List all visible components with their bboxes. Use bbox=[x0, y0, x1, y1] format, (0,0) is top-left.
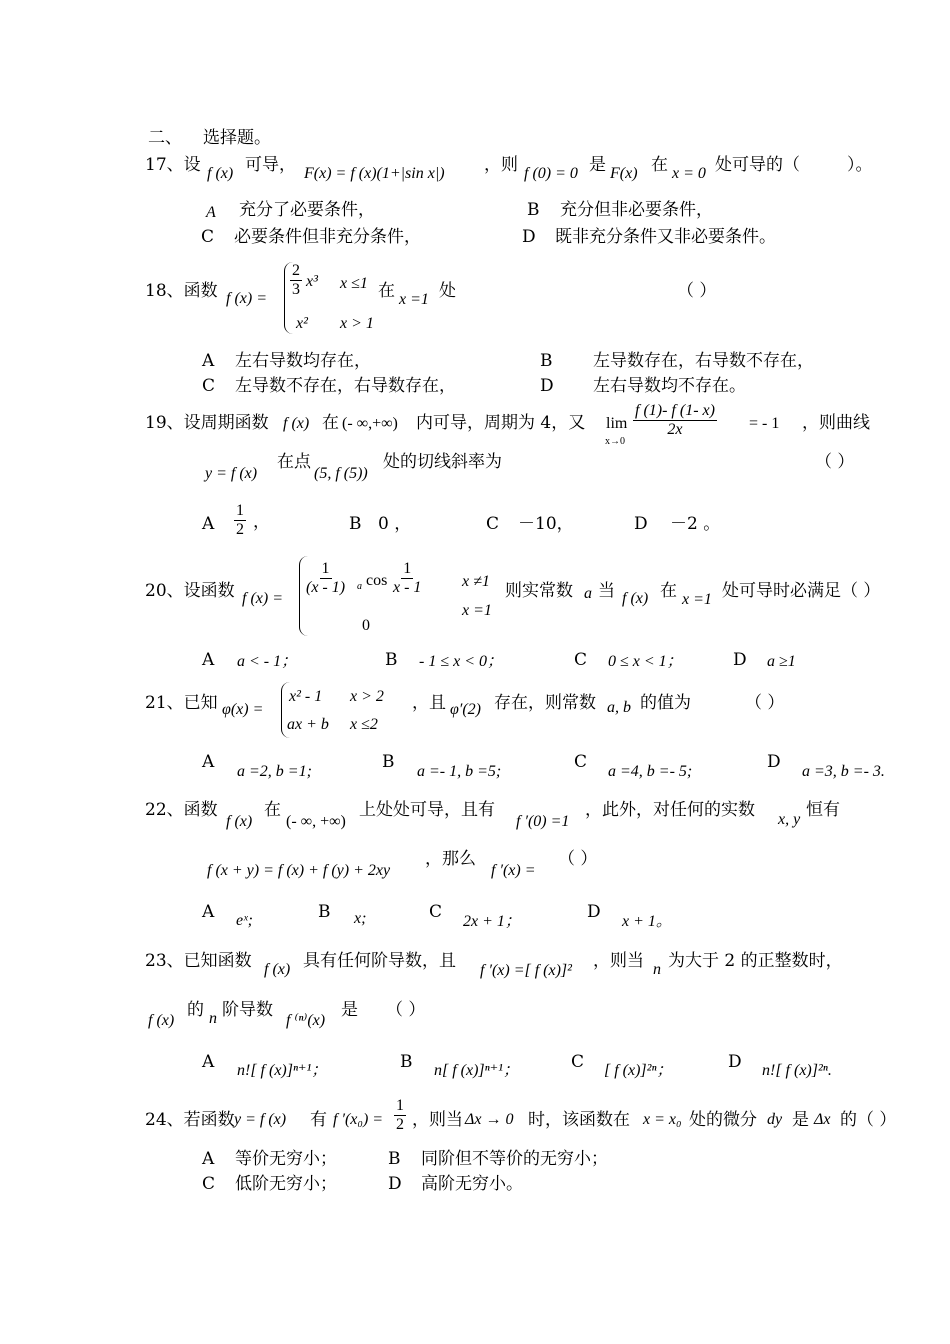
q23-fx: f (x) bbox=[264, 961, 291, 978]
q19-optA-den: 2 bbox=[236, 521, 244, 538]
q24-x0: x = x₀ bbox=[643, 1111, 682, 1128]
q20-t1: 则实常数 bbox=[505, 581, 573, 601]
q17-optC: 必要条件但非充分条件， bbox=[234, 227, 421, 247]
q18-frac-den: 3 bbox=[292, 281, 300, 298]
q17-optA: 充分了必要条件， bbox=[239, 200, 375, 220]
q22-t5: ，那么 bbox=[425, 849, 476, 869]
q24-frac bbox=[394, 1097, 406, 1134]
q24-t6: 的（ ） bbox=[840, 1110, 897, 1130]
q20-alpha: a bbox=[357, 581, 362, 592]
q19-optA-num: 1 bbox=[236, 502, 244, 519]
q23-t6: 是 bbox=[341, 1000, 358, 1020]
q19-t5: 处的切线斜率为 bbox=[383, 452, 502, 472]
q20-optA-label: A bbox=[202, 650, 215, 670]
q20-optA: a < - 1； bbox=[237, 653, 298, 670]
q20-frac1 bbox=[306, 560, 345, 597]
q20-fx2: f (x) bbox=[622, 590, 649, 607]
q22-xy: x, y bbox=[778, 811, 801, 828]
q19-lim-sub: x→0 bbox=[605, 436, 625, 447]
q20-x1: x =1 bbox=[682, 591, 712, 608]
section-title: 选择题。 bbox=[203, 128, 271, 148]
q24-dy: dy bbox=[767, 1111, 783, 1128]
q22-t1: 在 bbox=[264, 800, 281, 820]
q18-paren: （ ） bbox=[677, 281, 717, 301]
q21-optA: a =2, b =1; bbox=[237, 763, 312, 780]
q24-optB: 同阶但不等价的无穷小； bbox=[421, 1149, 608, 1169]
q20-n1: 1 bbox=[321, 560, 330, 577]
q24-optB-label: B bbox=[388, 1149, 401, 1169]
q21-phi: φ(x) = bbox=[222, 701, 264, 718]
q22-optA-label: A bbox=[202, 902, 215, 922]
q21-optC: a =4, b =- 5; bbox=[608, 763, 693, 780]
q17-optD: 既非充分条件又非必要条件。 bbox=[555, 227, 776, 247]
q17-Fx: F(x) bbox=[610, 165, 638, 182]
q21-optB-label: B bbox=[382, 752, 395, 772]
q23-optC-label: C bbox=[571, 1052, 585, 1072]
q22-number: 22、函数 bbox=[145, 800, 218, 820]
q23-t1: 具有任何阶导数，且 bbox=[303, 951, 456, 971]
q23-eq: f ′(x) =[ f (x)]² bbox=[480, 962, 572, 979]
q20-cos: cos bbox=[366, 572, 388, 589]
q22-eq: f (x + y) = f (x) + f (y) + 2xy bbox=[207, 862, 391, 879]
q23-t4: 的 bbox=[187, 1000, 204, 1020]
q17-fx: f (x) bbox=[207, 165, 234, 182]
q19-curve: y = f (x) bbox=[205, 465, 258, 482]
q20-optB: - 1 ≤ x < 0； bbox=[419, 653, 504, 670]
q20-fx: f (x) = bbox=[242, 590, 283, 607]
q24-number: 24、若函数 bbox=[145, 1110, 235, 1130]
q24-optC: 低阶无穷小； bbox=[235, 1174, 337, 1194]
q21-row2: ax + b bbox=[287, 716, 329, 733]
q17-text1: 可导， bbox=[245, 155, 296, 175]
q21-phi2: φ′(2) bbox=[450, 701, 482, 718]
q21-optB: a =- 1, b =5; bbox=[417, 763, 502, 780]
q22-interval: (- ∞, +∞) bbox=[286, 813, 346, 830]
q23-paren: （ ） bbox=[386, 1000, 426, 1020]
q24-optD: 高阶无穷小。 bbox=[421, 1174, 523, 1194]
q23-fn: f ⁽ⁿ⁾(x) bbox=[286, 1012, 326, 1029]
q19-lim-frac bbox=[633, 402, 717, 439]
q21-optD: a =3, b =- 3. bbox=[802, 763, 885, 780]
q24-t2: ，则当 bbox=[412, 1110, 463, 1130]
q23-optD: n![ f (x)]²ⁿ. bbox=[762, 1062, 832, 1079]
q17-text2: ，则 bbox=[484, 155, 518, 175]
q19-lim-eq: = - 1 bbox=[749, 415, 780, 432]
q21-ab: a, b bbox=[607, 699, 631, 716]
q20-row2: 0 bbox=[362, 617, 370, 634]
q24-optA: 等价无穷小； bbox=[235, 1149, 337, 1169]
q22-fp0: f ′(0) =1 bbox=[516, 813, 570, 830]
q22-t4: 恒有 bbox=[806, 800, 840, 820]
q23-optB: n[ f (x)]ⁿ⁺¹； bbox=[434, 1062, 519, 1079]
q19-optC-label: C bbox=[486, 514, 500, 534]
q22-optD: x + 1。 bbox=[622, 913, 672, 930]
q22-t2: 上处处可导，且有 bbox=[359, 800, 495, 820]
q22-optC-label: C bbox=[429, 902, 443, 922]
q24-t1: 有 bbox=[310, 1110, 327, 1130]
q17-optD-label: D bbox=[522, 227, 536, 247]
q23-optA: n![ f (x)]ⁿ⁺¹； bbox=[237, 1062, 328, 1079]
q23-number: 23、已知函数 bbox=[145, 951, 252, 971]
q20-optC-label: C bbox=[574, 650, 588, 670]
q18-optD: 左右导数均不存在。 bbox=[593, 376, 746, 396]
q22-optC: 2x + 1； bbox=[463, 913, 521, 930]
q20-n2: 1 bbox=[403, 560, 412, 577]
q21-optD-label: D bbox=[767, 752, 781, 772]
q23-t5: 阶导数 bbox=[222, 1000, 273, 1020]
q19-optA-tail: ， bbox=[253, 512, 270, 532]
q18-row2: x² bbox=[296, 315, 308, 332]
q18-frac-num: 2 bbox=[292, 262, 300, 279]
q24-optA-label: A bbox=[202, 1149, 215, 1169]
q18-at: 在 bbox=[378, 281, 395, 301]
q18-chu: 处 bbox=[439, 281, 456, 301]
q22-paren: （ ） bbox=[558, 849, 598, 869]
q19-optC: －10， bbox=[518, 514, 574, 534]
q19-t1: 在 bbox=[322, 413, 339, 433]
q21-t1: ，且 bbox=[412, 693, 446, 713]
q20-optD: a ≥1 bbox=[767, 653, 796, 670]
q17-optB: 充分但非必要条件， bbox=[560, 200, 713, 220]
q19-optD-label: D bbox=[634, 514, 648, 534]
q17-text6: ）。 bbox=[847, 155, 873, 175]
q24-t4: 处的微分 bbox=[689, 1110, 757, 1130]
q17-number: 17、设 bbox=[145, 155, 201, 175]
q19-t2: 内可导，周期为 4，又 bbox=[416, 413, 586, 433]
q21-paren: （ ） bbox=[745, 693, 785, 713]
q17-f0: f (0) = 0 bbox=[524, 165, 578, 182]
q20-cond1: x ≠1 bbox=[462, 573, 490, 590]
q21-t3: 的值为 bbox=[640, 693, 691, 713]
q20-frac2 bbox=[393, 560, 421, 597]
q24-fp: f ′(x₀) = bbox=[333, 1111, 384, 1128]
q20-a: a bbox=[584, 585, 592, 602]
q21-optC-label: C bbox=[574, 752, 588, 772]
q17-text4: 在 bbox=[651, 155, 668, 175]
q24-y: y = f (x) bbox=[234, 1111, 287, 1128]
q19-point: (5, f (5)) bbox=[314, 465, 368, 482]
q22-fx: f (x) bbox=[226, 813, 253, 830]
q17-Fdef: F(x) = f (x)(1+|sin x|) bbox=[304, 165, 445, 182]
q23-optB-label: B bbox=[400, 1052, 413, 1072]
q19-t4: 在点 bbox=[277, 452, 311, 472]
q20-optD-label: D bbox=[733, 650, 747, 670]
q19-fx: f (x) bbox=[283, 415, 310, 432]
q21-optA-label: A bbox=[202, 752, 215, 772]
q18-optB: 左导数存在，右导数不存在， bbox=[593, 351, 814, 371]
q18-optC-label: C bbox=[202, 376, 216, 396]
q22-optB: x; bbox=[354, 910, 367, 927]
q23-n: n bbox=[653, 961, 661, 978]
q17-optC-label: C bbox=[201, 227, 215, 247]
q22-t3: ，此外，对任何的实数 bbox=[585, 800, 755, 820]
q18-number: 18、函数 bbox=[145, 281, 218, 301]
q24-den1: 2 bbox=[396, 1116, 404, 1133]
section-number: 二、 bbox=[148, 128, 182, 148]
q17-optB-label: B bbox=[527, 200, 540, 220]
q17-optA-label: A bbox=[206, 204, 216, 221]
q18-optC: 左导数不存在，右导数存在， bbox=[235, 376, 456, 396]
q24-t3: 时，该函数在 bbox=[528, 1110, 630, 1130]
q23-optD-label: D bbox=[728, 1052, 742, 1072]
q18-optA-label: A bbox=[202, 351, 215, 371]
q24-optC-label: C bbox=[202, 1174, 216, 1194]
q19-lim: lim bbox=[606, 415, 628, 432]
q18-frac bbox=[290, 262, 302, 299]
q22-optB-label: B bbox=[318, 902, 331, 922]
q24-dx: Δx → 0 bbox=[465, 1111, 514, 1128]
q20-t2: 当 bbox=[598, 581, 615, 601]
q17-text3: 是 bbox=[589, 155, 606, 175]
q18-fx: f (x) = bbox=[226, 290, 267, 307]
q23-fx2: f (x) bbox=[148, 1012, 175, 1029]
q21-cond2: x ≤2 bbox=[350, 716, 378, 733]
q22-fp: f ′(x) = bbox=[491, 862, 536, 879]
q19-interval: (- ∞,+∞) bbox=[342, 415, 398, 432]
q19-optB: 0 ， bbox=[378, 514, 412, 534]
q19-t3: ，则曲线 bbox=[802, 413, 870, 433]
q20-d1: (x - 1) bbox=[306, 579, 346, 596]
q21-t2: 存在，则常数 bbox=[494, 693, 596, 713]
q20-number: 20、设函数 bbox=[145, 581, 235, 601]
q23-optC: [ f (x)]²ⁿ； bbox=[604, 1062, 673, 1079]
q24-dx2: Δx bbox=[814, 1111, 831, 1128]
q18-optD-label: D bbox=[540, 376, 554, 396]
q24-num1: 1 bbox=[396, 1097, 404, 1114]
q21-row1: x² - 1 bbox=[289, 688, 323, 705]
q23-n2: n bbox=[209, 1010, 217, 1027]
q20-t4: 处可导时必满足（ ） bbox=[722, 581, 881, 601]
q19-optA-frac bbox=[234, 502, 246, 539]
q18-cond2: x > 1 bbox=[340, 315, 374, 332]
q19-optD: －2 。 bbox=[670, 514, 721, 534]
q19-lim-den: 2x bbox=[667, 421, 683, 438]
q19-number: 19、设周期函数 bbox=[145, 413, 269, 433]
q22-optA: eˣ; bbox=[236, 912, 253, 929]
q18-cond1: x ≤1 bbox=[340, 275, 368, 292]
q17-text5: 处可导的（ bbox=[715, 155, 800, 175]
q18-x1: x =1 bbox=[399, 291, 429, 308]
q24-t5: 是 bbox=[792, 1110, 809, 1130]
q17-x0: x = 0 bbox=[672, 165, 706, 182]
q20-optB-label: B bbox=[385, 650, 398, 670]
q23-t3: 为大于 2 的正整数时， bbox=[668, 951, 843, 971]
q24-optD-label: D bbox=[388, 1174, 402, 1194]
q23-optA-label: A bbox=[202, 1052, 215, 1072]
q18-row1: x³ bbox=[306, 273, 318, 290]
q19-lim-num: f (1)- f (1- x) bbox=[635, 402, 715, 419]
q20-optC: 0 ≤ x < 1； bbox=[608, 653, 683, 670]
q19-optA-label: A bbox=[202, 514, 215, 534]
q20-d2: x - 1 bbox=[393, 579, 422, 596]
q19-optB-label: B bbox=[349, 514, 362, 534]
q23-t2: ，则当 bbox=[593, 951, 644, 971]
q18-optB-label: B bbox=[540, 351, 553, 371]
q19-paren: （ ） bbox=[815, 452, 855, 472]
q22-optD-label: D bbox=[587, 902, 601, 922]
q18-optA: 左右导数均存在， bbox=[235, 351, 371, 371]
q20-cond2: x =1 bbox=[462, 602, 492, 619]
q21-cond1: x > 2 bbox=[350, 688, 384, 705]
q21-number: 21、已知 bbox=[145, 693, 218, 713]
q20-t3: 在 bbox=[660, 581, 677, 601]
